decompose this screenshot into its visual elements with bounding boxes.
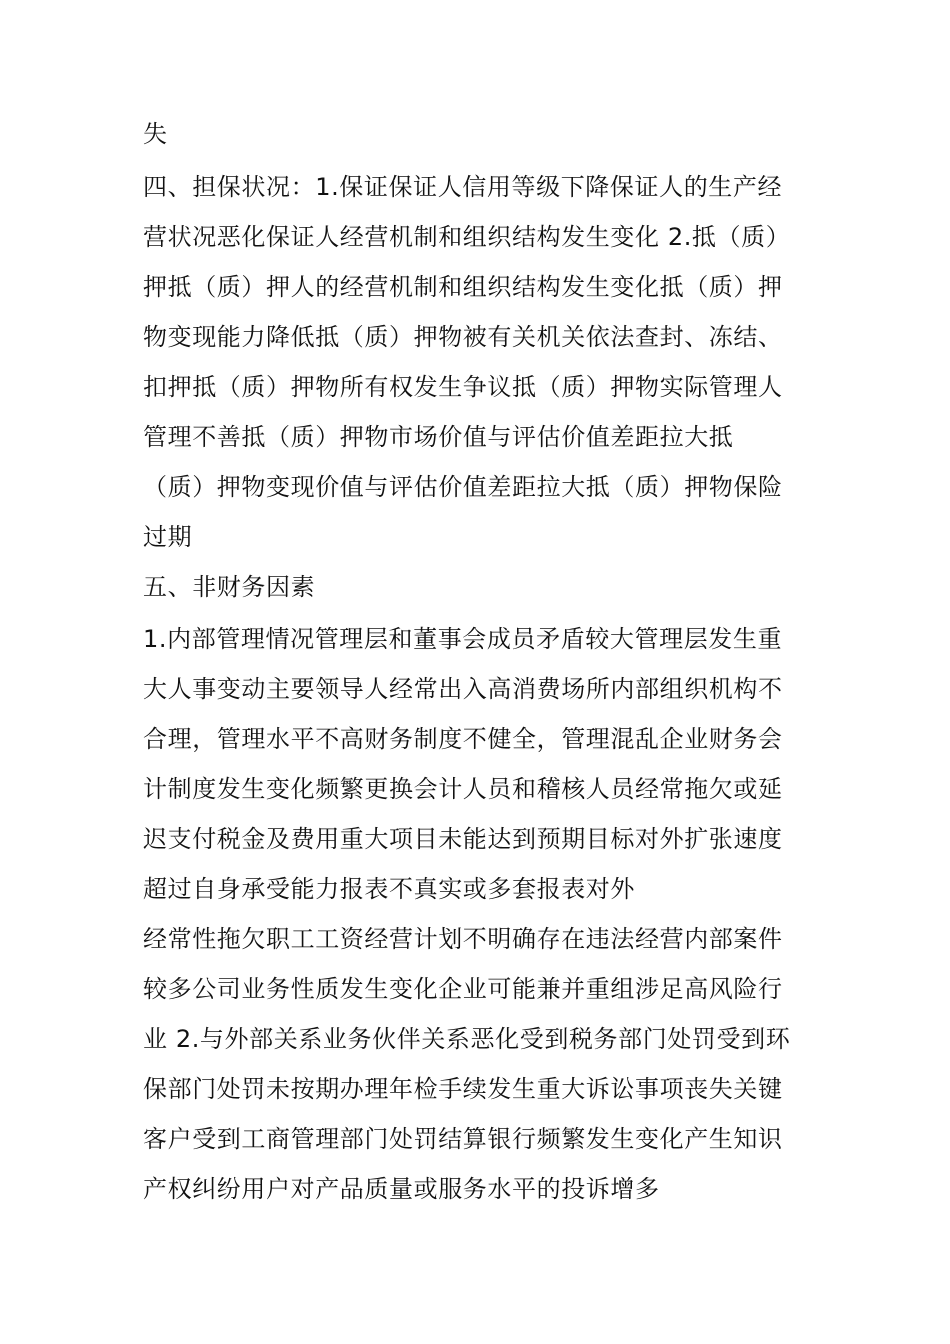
text-line: 业 2.与外部关系业务伙伴关系恶化受到税务部门处罚受到环 <box>143 1025 791 1053</box>
text-line: 1.内部管理情况管理层和董事会成员矛盾较大管理层发生重 <box>143 625 783 653</box>
text-line: 产权纠纷用户对产品质量或服务水平的投诉增多 <box>143 1175 660 1203</box>
text-line: 合理，管理水平不高财务制度不健全，管理混乱企业财务会 <box>143 725 783 753</box>
text-line: （质）押物变现价值与评估价值差距拉大抵（质）押物保险 <box>143 473 783 501</box>
text-line: 四、担保状况：1.保证保证人信用等级下降保证人的生产经 <box>143 173 783 201</box>
text-line: 超过自身承受能力报表不真实或多套报表对外 <box>143 875 635 903</box>
text-line: 物变现能力降低抵（质）押物被有关机关依法查封、冻结、 <box>143 323 783 351</box>
text-line: 营状况恶化保证人经营机制和组织结构发生变化 2.抵（质） <box>143 223 791 251</box>
text-line: 迟支付税金及费用重大项目未能达到预期目标对外扩张速度 <box>143 825 783 853</box>
text-line: 过期 <box>143 523 193 551</box>
text-line: 经常性拖欠职工工资经营计划不明确存在违法经营内部案件 <box>143 925 783 953</box>
text-line: 押抵（质）押人的经营机制和组织结构发生变化抵（质）押 <box>143 273 783 301</box>
text-line: 较多公司业务性质发生变化企业可能兼并重组涉足高风险行 <box>143 975 783 1003</box>
text-line: 管理不善抵（质）押物市场价值与评估价值差距拉大抵 <box>143 423 734 451</box>
text-line: 大人事变动主要领导人经常出入高消费场所内部组织机构不 <box>143 675 783 703</box>
section-heading: 五、非财务因素 <box>143 573 316 601</box>
text-line: 失 <box>143 120 168 148</box>
text-line: 计制度发生变化频繁更换会计人员和稽核人员经常拖欠或延 <box>143 775 783 803</box>
text-line: 客户受到工商管理部门处罚结算银行频繁发生变化产生知识 <box>143 1125 783 1153</box>
text-line: 扣押抵（质）押物所有权发生争议抵（质）押物实际管理人 <box>143 373 783 401</box>
text-line: 保部门处罚未按期办理年检手续发生重大诉讼事项丧失关键 <box>143 1075 783 1103</box>
